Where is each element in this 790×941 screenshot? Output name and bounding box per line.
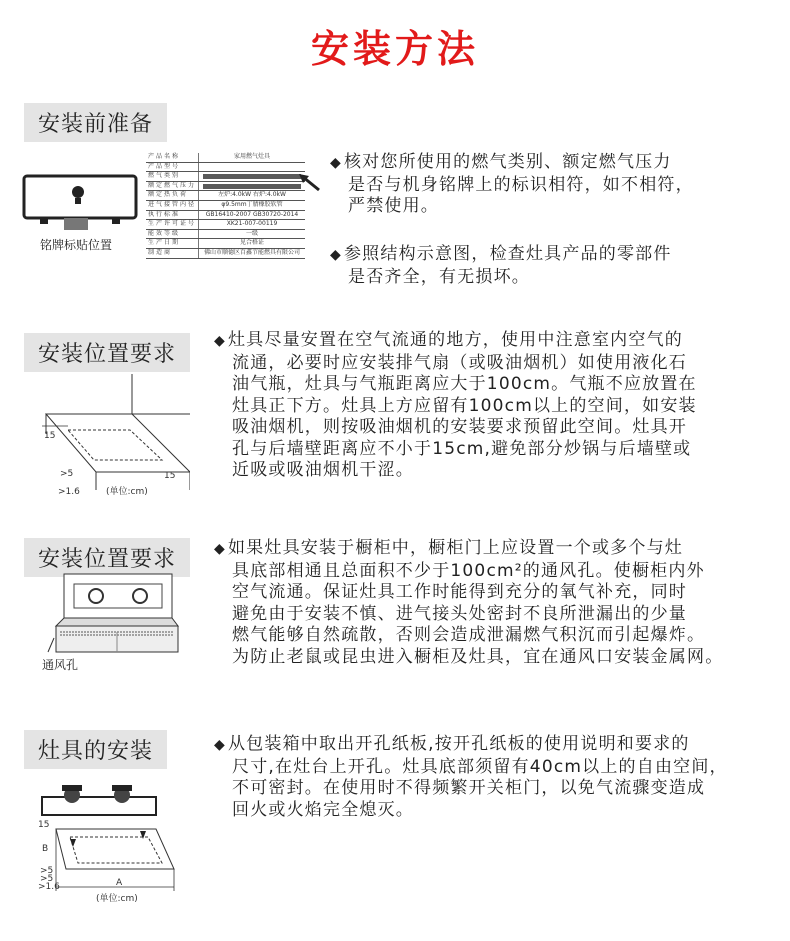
cabinet-paragraph: ◆ 如果灶具安装于橱柜中，橱柜门上应设置一个或多个与灶 具底部相通且总面积不少于100cm²的通风孔。使橱柜内外 空气流通。保证灶具工作时能得到充分的氧气补充，同时 避免由于安装不慎、进气接头处密封不良所泄漏出的少量 燃气能够自然疏散，否则会造成泄漏燃气积沉而引起爆炸。 为防止老鼠或昆虫进入橱柜及灶具，宜在通风口安装金属网。 — [214, 538, 724, 667]
section-label-cabinet: 安装位置要求 — [24, 538, 190, 577]
diamond-bullet-icon: ◆ — [214, 541, 226, 557]
nameplate-position-caption: 铭牌标贴位置 — [40, 238, 113, 252]
nameplate-row: 执行标准 GB16410-2007 GB30720-2014 — [146, 210, 305, 220]
section-label-preparation: 安装前准备 — [24, 103, 167, 142]
section-label-installation: 灶具的安装 — [24, 730, 167, 769]
cabinet-vent-figure — [40, 572, 180, 654]
dim-b: B — [42, 844, 49, 854]
nameplate-row: 生产日期 见合格证 — [146, 239, 305, 249]
diamond-bullet-icon: ◆ — [330, 247, 342, 263]
cutout-installation-diagram — [36, 775, 196, 905]
nameplate-row: 进气接管内径 φ9.5mm丁腈橡胶软管 — [146, 200, 305, 210]
nameplate-row: 产品型号 — [146, 162, 305, 172]
dim-gt5-a: >5 — [40, 866, 54, 876]
dim-gt5-b: >5 — [40, 874, 54, 884]
page-title: 安装方法 — [310, 27, 479, 71]
nameplate-row: 能效等级 一级 — [146, 229, 305, 239]
nameplate-row: 额定燃气压力 — [146, 181, 305, 191]
prep-bullet-1: ◆ 核对您所使用的燃气类别、额定燃气压力 是否与机身铭牌上的标识相符，如不相符， 严禁使用。 — [330, 152, 694, 216]
dim-gt1-6: >1.6 — [38, 882, 60, 892]
dim-a: A — [116, 878, 123, 888]
gas-pressure-highlight — [203, 184, 301, 189]
installation-paragraph: ◆ 从包装箱中取出开孔纸板,按开孔纸板的使用说明和要求的 尺寸,在灶台上开孔。灶具底部须留有40cm以上的自由空间， 不可密封。在使用时不得频繁开关柜门，以免气流骤变造成 回火或火焰完全熄灭。 — [214, 734, 728, 820]
pointer-arrow-icon — [297, 172, 321, 192]
clearance-diagram — [40, 372, 190, 500]
dim-15: 15 — [38, 820, 50, 830]
nameplate-row: 制造商 佛山市顺德区百鑫节能燃具有限公司 — [146, 248, 305, 258]
section-label-location: 安装位置要求 — [24, 333, 190, 372]
diamond-bullet-icon: ◆ — [214, 737, 226, 753]
nameplate-row: 额定热负荷 左炉:4.0kW 右炉:4.0kW — [146, 191, 305, 201]
unit-label: (单位:cm) — [96, 894, 138, 904]
prep-bullet-2: ◆ 参照结构示意图，检查灶具产品的零部件 是否齐全，有无损坏。 — [330, 244, 672, 287]
nameplate-table — [146, 153, 305, 259]
diamond-bullet-icon: ◆ — [214, 333, 226, 349]
dim-15-right: 15 — [164, 471, 176, 481]
location-paragraph-1: ◆ 灶具尽量安置在空气流通的地方，使用中注意室内空气的 流通，必要时应安装排气扇（或吸油烟机）如使用液化石 油气瓶，灶具与气瓶距离应大于100cm。气瓶不应放置在 灶具正下方。灶具上方应留有100cm以上的空间，如安装 吸油烟机，则按吸油烟机的安装要求预留此空间。灶具开 孔与后墙壁距离应不小于15cm,避免部分炒锅与后墙壁或 近吸或吸油烟机干涩。 — [214, 330, 697, 480]
dim-gt5: >5 — [60, 469, 74, 479]
nameplate-row: 产品名称 家用燃气灶具 — [146, 153, 305, 162]
gas-type-highlight — [203, 174, 301, 179]
cooktop-nameplate-figure — [20, 170, 146, 234]
diamond-bullet-icon: ◆ — [330, 155, 342, 171]
dim-gt1-6: >1.6 — [58, 487, 80, 497]
unit-label: (单位:cm) — [106, 487, 148, 497]
dim-15-left: 15 — [44, 431, 56, 441]
nameplate-row: 燃气类别 — [146, 172, 305, 182]
vent-hole-caption: 通风孔 — [42, 658, 79, 672]
nameplate-row: 生产许可证号 XK21-007-00119 — [146, 220, 305, 230]
